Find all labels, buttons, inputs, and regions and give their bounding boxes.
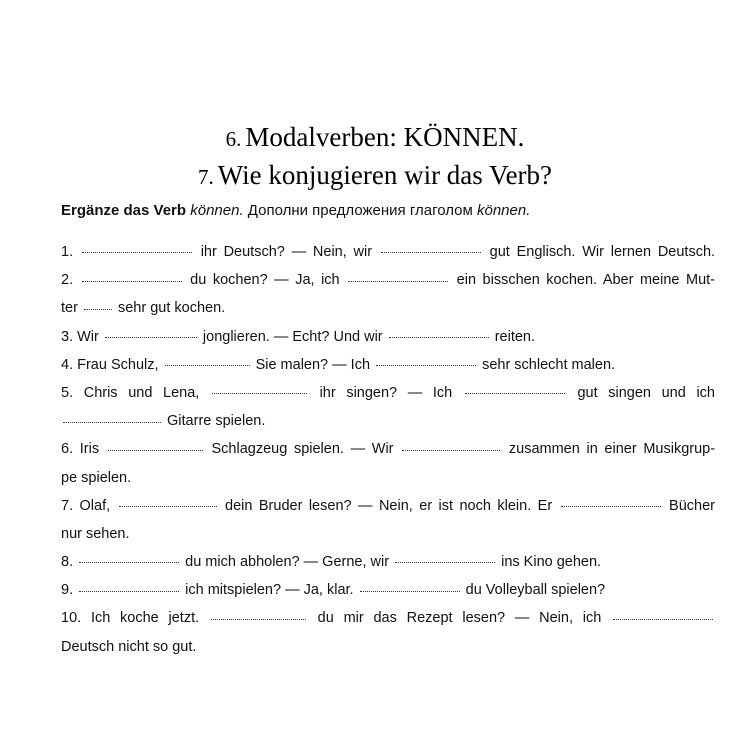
exercise-text: singen? xyxy=(346,384,398,401)
exercise-text: 1. xyxy=(61,244,74,260)
title-text: Wie konjugieren wir das Verb? xyxy=(217,160,553,190)
exercise-text: und xyxy=(661,384,686,401)
exercise-text: zusammen in einer Musikgrup- xyxy=(508,441,716,458)
exercise-text: Rezept xyxy=(406,610,453,627)
exercise-line xyxy=(61,464,715,492)
fill-in-blank[interactable] xyxy=(108,450,203,451)
fill-in-blank[interactable] xyxy=(79,562,179,563)
exercise-instruction xyxy=(61,200,530,222)
exercise-text: Gitarre spielen. xyxy=(163,413,266,430)
title-number: 7. xyxy=(197,165,214,189)
fill-in-blank[interactable] xyxy=(82,252,192,253)
exercise-line xyxy=(61,294,715,322)
fill-in-blank[interactable] xyxy=(82,281,182,282)
exercise-text: Ich xyxy=(90,610,111,627)
fill-in-blank[interactable] xyxy=(395,562,495,563)
exercise-line xyxy=(61,604,715,632)
title-line-1 xyxy=(0,118,750,156)
exercise-line xyxy=(61,576,715,604)
exercise-text: Iris xyxy=(79,441,100,458)
exercise-text: 7. xyxy=(61,497,74,514)
fill-in-blank[interactable] xyxy=(211,619,306,620)
exercise-text: ein bisschen kochen. Aber meine Mut- xyxy=(456,272,715,289)
exercise-text: und xyxy=(128,384,153,401)
exercise-text: 2. xyxy=(61,272,74,289)
exercise-text: sehr gut kochen. xyxy=(113,300,226,317)
exercise-line xyxy=(61,548,715,576)
exercise-text: 9. xyxy=(61,582,78,599)
fill-in-blank[interactable] xyxy=(613,619,713,620)
exercise-text: pe spielen. xyxy=(61,469,132,486)
exercise-text: — xyxy=(514,610,530,627)
fill-in-blank[interactable] xyxy=(465,393,565,394)
exercise-text: Sie malen? — Ich xyxy=(251,356,375,373)
fill-in-blank[interactable] xyxy=(360,591,460,592)
exercise-text: Lena, xyxy=(163,384,200,401)
exercise-text: nur sehen. xyxy=(61,525,130,542)
exercise-line xyxy=(61,238,715,266)
exercise-line xyxy=(61,351,715,379)
exercise-text: 5. xyxy=(61,384,74,401)
exercise-text: Chris xyxy=(83,384,118,401)
exercise-text: koche xyxy=(120,610,159,627)
exercise-text: ich xyxy=(582,610,602,627)
exercise-line xyxy=(61,323,715,351)
exercise-text: jonglieren. — Echt? Und wir xyxy=(198,328,387,345)
fill-in-blank[interactable] xyxy=(376,365,476,366)
exercise-text: dein Bruder lesen? — Nein, er ist noch klein. Er xyxy=(225,497,553,514)
fill-in-blank[interactable] xyxy=(389,337,489,338)
exercise-text: Schlagzeug spielen. — Wir xyxy=(211,441,394,458)
fill-in-blank[interactable] xyxy=(79,591,179,592)
exercise-text: mir xyxy=(343,610,364,627)
title-block xyxy=(0,118,750,194)
fill-in-blank[interactable] xyxy=(561,506,661,507)
exercise-text: Nein, xyxy=(539,610,573,627)
exercise-line xyxy=(61,492,715,520)
fill-in-blank[interactable] xyxy=(119,506,217,507)
exercise-text: — xyxy=(407,384,423,401)
exercise-list xyxy=(61,238,715,661)
exercise-text: du kochen? — Ja, ich xyxy=(190,272,340,289)
exercise-text: gut Englisch. Wir lernen Deutsch. xyxy=(489,244,716,260)
fill-in-blank[interactable] xyxy=(348,281,448,282)
exercise-text: 10. xyxy=(61,610,82,627)
exercise-text: du Volleyball spielen? xyxy=(461,582,606,599)
exercise-text: ich xyxy=(696,384,715,401)
exercise-text: Olaf, xyxy=(79,497,111,514)
exercise-line xyxy=(61,266,715,294)
exercise-text: ihr Deutsch? — Nein, wir xyxy=(200,244,373,260)
exercise-text: lesen? xyxy=(462,610,506,627)
exercise-text: 3. Wir xyxy=(61,328,103,345)
exercise-line xyxy=(61,407,715,435)
exercise-line xyxy=(61,379,715,407)
exercise-text: ter xyxy=(61,300,82,317)
exercise-text: 8. xyxy=(61,554,78,571)
fill-in-blank[interactable] xyxy=(63,422,161,423)
fill-in-blank[interactable] xyxy=(165,365,250,366)
exercise-line xyxy=(61,633,715,661)
exercise-text: ins Kino gehen. xyxy=(497,554,602,571)
exercise-line xyxy=(61,435,715,463)
exercise-text: Bücher xyxy=(669,497,715,514)
exercise-text: 4. Frau Schulz, xyxy=(61,356,163,373)
instruction-russian: Дополни предложения глаголом xyxy=(247,202,473,219)
exercise-text: jetzt. xyxy=(168,610,200,627)
title-line-2 xyxy=(0,156,750,194)
exercise-text: Ich xyxy=(432,384,453,401)
exercise-text: singen xyxy=(608,384,651,401)
exercise-text: du mich abholen? — Gerne, wir xyxy=(181,554,394,571)
instruction-verb: können. xyxy=(476,202,531,219)
exercise-text: gut xyxy=(577,384,598,401)
fill-in-blank[interactable] xyxy=(212,393,307,394)
title-text: Modalverben: KÖNNEN. xyxy=(245,122,525,152)
instruction-verb: können. xyxy=(190,202,244,219)
fill-in-blank[interactable] xyxy=(105,337,197,338)
exercise-text: du xyxy=(317,610,334,627)
fill-in-blank[interactable] xyxy=(84,309,112,310)
exercise-text: 6. xyxy=(61,441,74,458)
fill-in-blank[interactable] xyxy=(402,450,500,451)
title-number: 6. xyxy=(225,127,242,151)
instruction-bold: Ergänze das Verb xyxy=(61,202,187,219)
exercise-text: reiten. xyxy=(490,328,536,345)
fill-in-blank[interactable] xyxy=(381,252,481,253)
exercise-text: ihr xyxy=(319,384,336,401)
exercise-line xyxy=(61,520,715,548)
exercise-text: das xyxy=(373,610,397,627)
exercise-text: Deutsch nicht so gut. xyxy=(61,638,197,655)
exercise-text: ich mitspielen? — Ja, klar. xyxy=(181,582,358,599)
exercise-text: sehr schlecht malen. xyxy=(478,356,616,373)
